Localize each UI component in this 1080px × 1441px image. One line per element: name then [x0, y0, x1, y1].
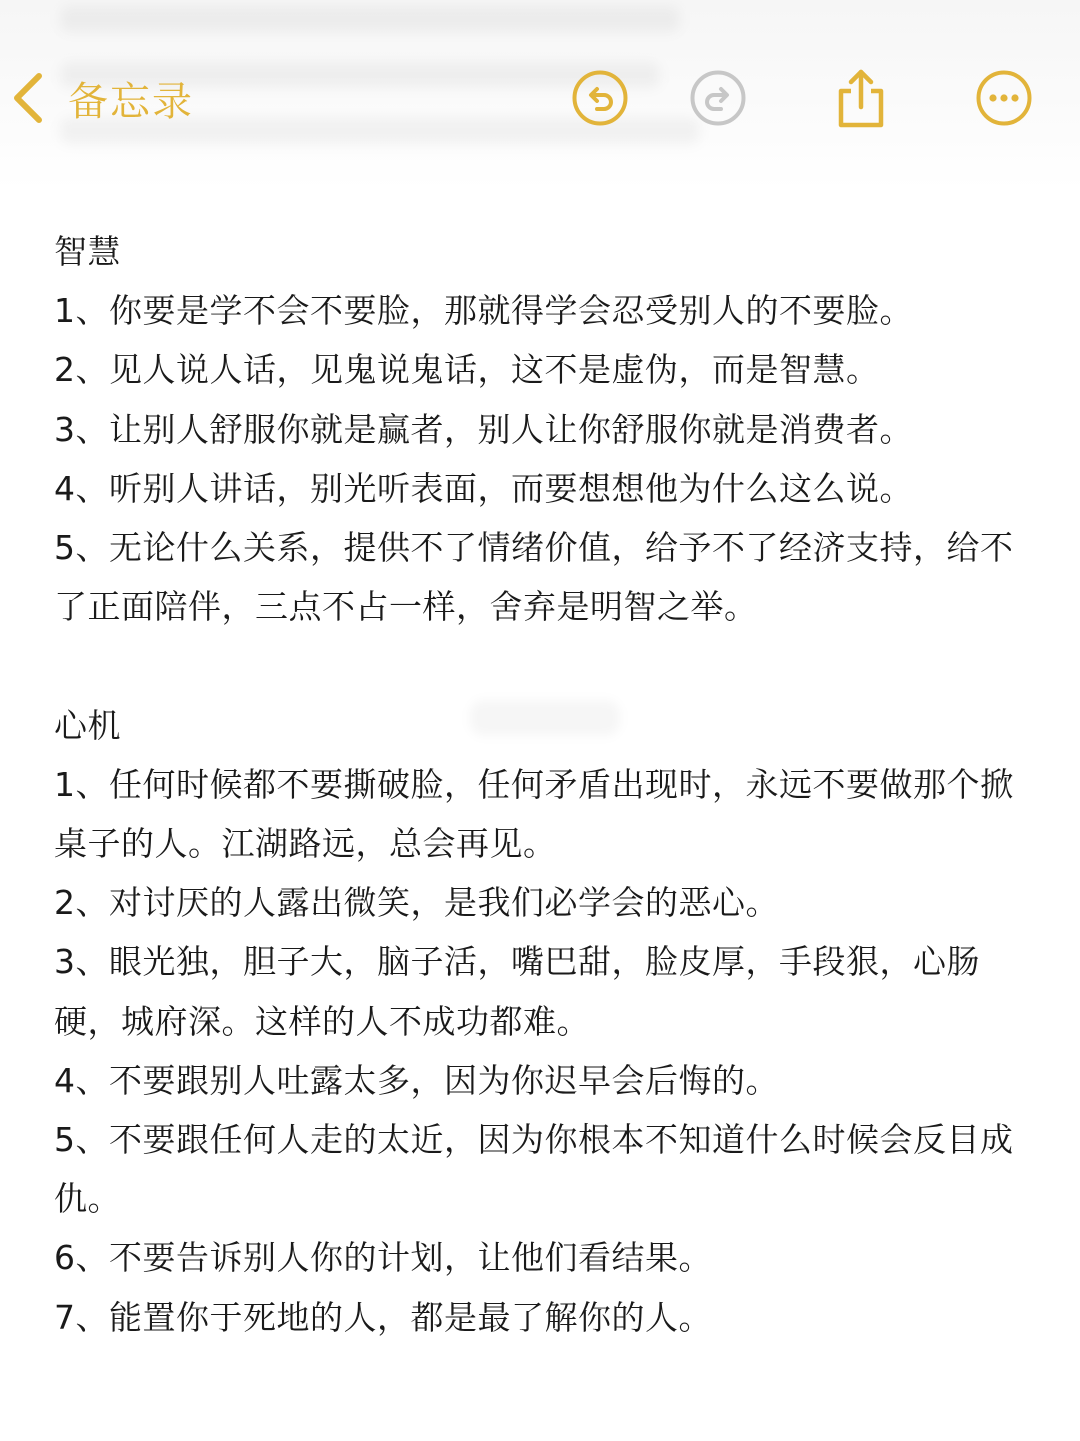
list-item: 5、不要跟任何人走的太近，因为你根本不知道什么时候会反目成仇。	[54, 1120, 1014, 1219]
list-item: 7、能置你于死地的人，都是最了解你的人。	[54, 1297, 712, 1337]
list-item: 1、任何时候都不要撕破脸，任何矛盾出现时，永远不要做那个掀桌子的人。江湖路远，总会再见。	[54, 764, 1014, 864]
faded-text-line	[60, 6, 680, 32]
note-section-wisdom	[54, 222, 1034, 636]
back-button-label: 备忘录	[68, 78, 194, 125]
list-item: 1、你要是学不会不要脸，那就得学会忍受别人的不要脸。	[54, 291, 913, 331]
section-heading: 智慧	[54, 232, 121, 271]
redo-button[interactable]	[688, 68, 748, 128]
share-icon	[832, 67, 890, 129]
undo-icon	[571, 69, 629, 127]
list-item: 2、对讨厌的人露出微笑，是我们必学会的恶心。	[54, 883, 779, 923]
list-item: 3、让别人舒服你就是赢者，别人让你舒服你就是消费者。	[54, 409, 913, 449]
more-icon	[975, 69, 1033, 127]
list-item: 2、见人说人话，见鬼说鬼话，这不是虚伪，而是智慧。	[54, 350, 880, 390]
chevron-left-icon	[10, 70, 46, 126]
undo-button[interactable]	[570, 68, 630, 128]
navigation-bar	[0, 0, 1080, 190]
list-item: 4、听别人讲话，别光听表面，而要想想他为什么这么说。	[54, 468, 913, 508]
list-item: 5、无论什么关系，提供不了情绪价值，给予不了经济支持，给不了正面陪伴，三点不占一样，舍弃是明智之举。	[54, 528, 1014, 627]
note-body[interactable]	[54, 222, 1034, 1406]
list-item: 4、不要跟别人吐露太多，因为你迟早会后悔的。	[54, 1060, 779, 1100]
more-options-button[interactable]	[974, 68, 1034, 128]
note-section-scheming	[54, 696, 1034, 1347]
section-heading: 心机	[54, 705, 121, 745]
list-item: 6、不要告诉别人你的计划，让他们看结果。	[54, 1238, 712, 1278]
share-button[interactable]	[831, 68, 891, 128]
redo-icon	[689, 69, 747, 127]
list-item: 3、眼光独，胆子大，脑子活，嘴巴甜，脸皮厚，手段狠，心肠硬，城府深。这样的人不成功都难。	[54, 942, 980, 1041]
back-button[interactable]	[10, 66, 194, 130]
